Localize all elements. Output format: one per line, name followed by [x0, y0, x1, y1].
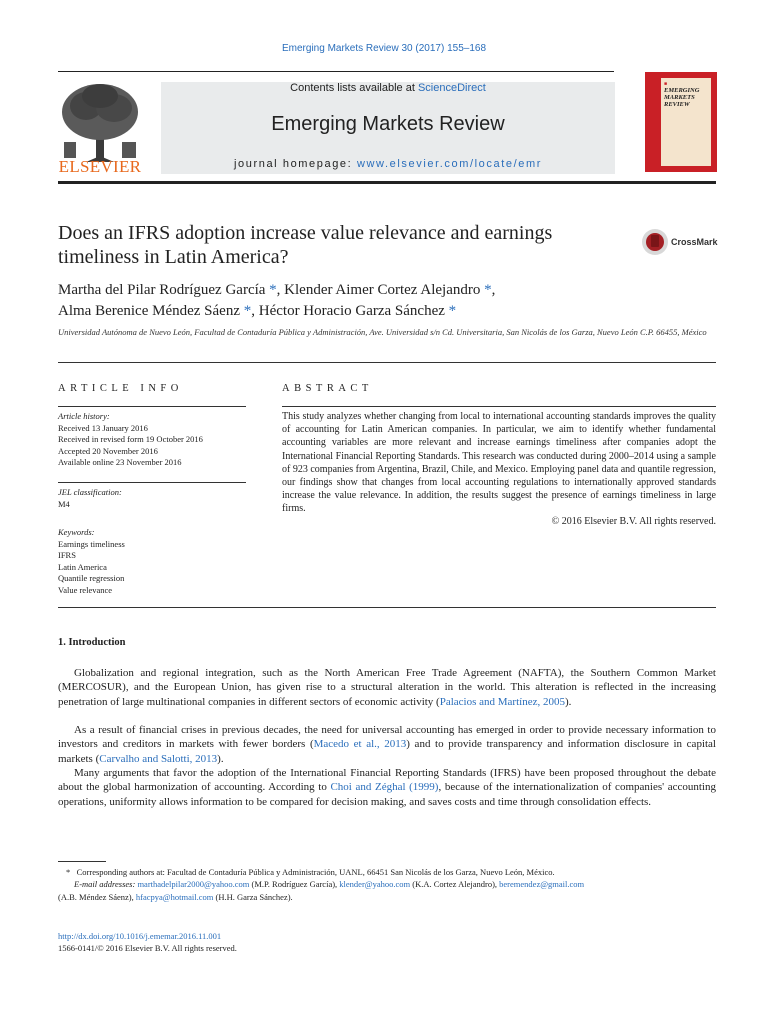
jel-code: M4: [58, 498, 70, 509]
elsevier-wordmark: ELSEVIER: [58, 157, 142, 176]
abstract-copyright: © 2016 Elsevier B.V. All rights reserved.: [551, 516, 716, 527]
affiliation: Universidad Autónoma de Nuevo León, Facultad de Contaduría Pública y Administración, Ave. Universidad s/n Cd. Universitaria, San Nicolás de los Garza, Nuevo León C.P. 66455, México: [58, 327, 707, 337]
intro-paragraph-3: Many arguments that favor the adoption of the International Financial Reporting Standards (IFRS) have been proposed throughout the debate about the global harmonization of accounting. According to Choi and Zéghal (1999), because of the internationalization of companies' accounting operations, uniformity allows information to be compared for decision making, and saves costs and time through consolidation effects.: [58, 767, 716, 808]
article-info-heading: ARTICLE INFO: [58, 383, 183, 394]
jel-label: JEL classification:: [58, 487, 122, 497]
divider: [58, 607, 716, 608]
header-bottom-rule: [58, 181, 716, 184]
keyword: IFRS: [58, 550, 76, 561]
history-item: Available online 23 November 2016: [58, 457, 182, 468]
article-history-label: Article history:: [58, 411, 110, 421]
history-item: Received 13 January 2016: [58, 422, 148, 433]
footnote-emails: E-mail addresses: marthadelpilar2000@yahoo.com (M.P. Rodríguez García), klender@yahoo.com (K.A. Cortez Alejandro), beremendez@gmail.com (A.B. Méndez Sáenz), hfacpya@hotmail.com (H.H. Garza Sánchez).: [58, 879, 585, 902]
article-history: [58, 411, 258, 469]
sciencedirect-link[interactable]: ScienceDirect: [417, 82, 486, 94]
journal-cover-inner: [661, 78, 711, 166]
keywords: [58, 527, 258, 597]
contents-line: Contents lists available at ScienceDirect: [290, 82, 486, 94]
keyword: Quantile regression: [58, 573, 125, 584]
citation-link[interactable]: Choi and Zéghal (1999): [330, 781, 439, 794]
corresponding-author-mark[interactable]: *: [484, 282, 492, 298]
footnote-rule: [58, 861, 106, 862]
keyword: Latin America: [58, 561, 107, 572]
abstract-text: This study analyzes whether changing from local to international accounting standards improves the quality of accounting for Latin American companies. In particular, we aim to identify whether fundamental accounting variables are more relevant and increase earnings timeliness after companies adopt the International Financial Reporting Standards. This research was conducted during 2000–2014 using a sample of 923 companies from Argentina, Brazil, Chile, and Mexico. Employing panel data and quantile regression, our findings show that changes from local accounting regulations to internationally approved standards increase the value relevance. In addition, the results suggest the presence of earnings timeliness in large firms.: [282, 411, 716, 515]
section-heading-introduction: 1. Introduction: [58, 637, 126, 648]
journal-title: Emerging Markets Review: [271, 113, 505, 135]
journal-cover-thumbnail[interactable]: [645, 72, 717, 172]
divider: [58, 362, 716, 363]
article-title: Does an IFRS adoption increase value relevance and earnings timeliness in Latin America?: [58, 222, 553, 268]
author-name: Alma Berenice Méndez Sáenz: [58, 303, 240, 319]
journal-homepage-link[interactable]: www.elsevier.com/locate/emr: [356, 158, 542, 170]
issn-copyright: 1566-0141/© 2016 Elsevier B.V. All rights reserved.: [58, 943, 237, 954]
doi-block: [58, 930, 237, 955]
keywords-label: Keywords:: [58, 527, 95, 537]
citation-link[interactable]: Palacios and Martínez, 2005: [439, 695, 565, 708]
intro-paragraph-1: Globalization and regional integration, such as the North American Free Trade Agreement (NAFTA), the Southern Common Market (MERCOSUR), and the European Union, has given rise to a structural alteration in the world. This alteration is reflected in the increasing penetration of large multinational companies in different sectors of economic activity (Palacios and Martínez, 2005).: [58, 667, 716, 708]
email-link[interactable]: klender@yahoo.com: [339, 879, 411, 889]
citation-link[interactable]: Macedo et al., 2013: [313, 738, 407, 751]
journal-citation[interactable]: Emerging Markets Review 30 (2017) 155–168: [282, 43, 486, 54]
intro-paragraph-2: As a result of financial crises in previous decades, the need for universal accounting has emerged in order to provide necessary information to investors and creditors in markets with fewer borders (Macedo et al., 2013) and to provide transparency and information disclosure in capital markets (Carvalho and Salotti, 2013).: [58, 724, 716, 765]
citation-link[interactable]: Carvalho and Salotti, 2013: [99, 752, 218, 765]
history-item: Accepted 20 November 2016: [58, 445, 158, 456]
journal-homepage-line: journal homepage: www.elsevier.com/locate/emr: [233, 158, 542, 170]
history-item: Received in revised form 19 October 2016: [58, 434, 203, 445]
author-name: Héctor Horacio Garza Sánchez: [258, 303, 445, 319]
author-name: Martha del Pilar Rodríguez García: [58, 282, 266, 298]
corresponding-author-mark[interactable]: *: [243, 303, 252, 319]
doi-link[interactable]: http://dx.doi.org/10.1016/j.ememar.2016.11.001: [58, 931, 222, 941]
crossmark-label[interactable]: CrossMark: [671, 237, 718, 247]
jel-classification: [58, 487, 258, 510]
author-list: Martha del Pilar Rodríguez García *, Klender Aimer Cortez Alejandro *, Alma Berenice Méndez Sáenz *, Héctor Horacio Garza Sánchez *: [58, 282, 496, 319]
header-top-rule: [58, 71, 614, 72]
email-link[interactable]: marthadelpilar2000@yahoo.com: [137, 879, 250, 889]
keyword: Earnings timeliness: [58, 538, 125, 549]
keyword: Value relevance: [58, 584, 113, 595]
cover-text: EMERGING MARKETS REVIEW: [664, 87, 700, 108]
email-link[interactable]: hfacpya@hotmail.com: [135, 891, 214, 902]
footnote-corresponding: * Corresponding authors at: Facultad de Contaduría Pública y Administración, UANL, 66451 San Nicolás de los Garza, Nuevo León, México.: [66, 867, 555, 877]
cover-decoration-icon: ■: [664, 82, 668, 87]
divider: [282, 406, 716, 407]
corresponding-author-mark[interactable]: *: [269, 282, 277, 298]
divider: [58, 406, 246, 407]
email-link[interactable]: beremendez@gmail.com: [499, 879, 585, 889]
corresponding-author-mark[interactable]: *: [448, 303, 457, 319]
abstract-heading: ABSTRACT: [282, 383, 373, 394]
author-name: Klender Aimer Cortez Alejandro: [284, 282, 481, 298]
divider: [58, 482, 246, 483]
